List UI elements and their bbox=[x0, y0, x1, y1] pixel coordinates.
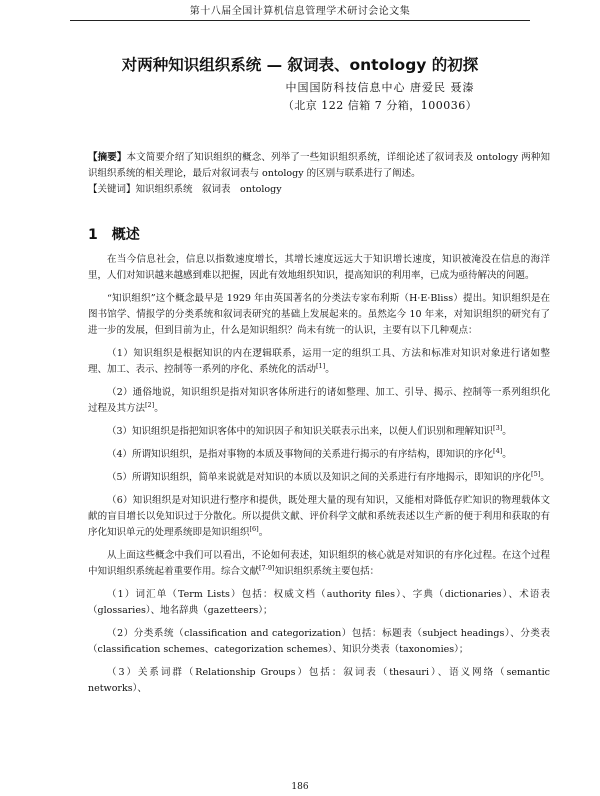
running-header: 第十八届全国计算机信息管理学术研讨会论文集 bbox=[70, 2, 530, 21]
abstract-text: 本文简要介绍了知识组织的概念、列举了一些知识组织系统，详细论述了叙词表及 ontology 两种知识组织系统的相关理论，最后对叙词表与 ontology 的区别与联系进行了阐述。 bbox=[88, 152, 550, 179]
keywords bbox=[88, 182, 550, 198]
viewpoint-5: （5）所谓知识组织，简单来说就是对知识的本质以及知识之间的关系进行有序地揭示，即知识的序化[5]。 bbox=[107, 469, 550, 483]
section-heading: 1 概述 bbox=[88, 227, 140, 243]
kos-type-1: （1）词汇单（Term Lists）包括：权威文档（authority files）、字典（dictionaries）、术语表（glossaries）、地名辞典（gazetteers）； bbox=[88, 589, 550, 616]
address-line: （北京 122 信箱 7 分箱，100036） bbox=[282, 99, 478, 112]
paper-title: 对两种知识组织系统 — 叙词表、ontology 的初探 bbox=[121, 56, 479, 74]
abstract-label: 【摘要】 bbox=[88, 152, 127, 163]
author-line: 中国国防科技信息中心 唐爱民 聂溱 bbox=[285, 81, 475, 94]
citation: [3] bbox=[493, 423, 503, 432]
viewpoint-3: （3）知识组织是指把知识客体中的知识因子和知识关联表示出来，以便人们识别和理解知识[3]。 bbox=[107, 423, 512, 437]
body-text bbox=[88, 252, 550, 704]
page-number: 186 bbox=[291, 782, 309, 792]
viewpoint-6: （6）知识组织是对知识进行整序和提供，既处理大量的现有知识，又能相对降低存贮知识的物理载体文献的盲目增长以免知识过于分散化。所以提供文献、评价科学文献和系统表述以生产新的便于利用和获取的有序化知识单元的处理系统即是知识组织[6]。 bbox=[88, 495, 550, 538]
paragraph-intro: 在当今信息社会，信息以指数速度增长，其增长速度远远大于知识增长速度，知识被淹没在信息的海洋里，人们对知识越来越感到难以把握，因此有效地组织知识，提高知识的利用率，已成为亟待解决的问题。 bbox=[88, 254, 550, 281]
citation: [5] bbox=[531, 469, 541, 478]
citation: [1] bbox=[316, 361, 326, 370]
paragraph-definition: “知识组织”这个概念最早是 1929 年由英国著名的分类法专家布利斯（H·E·Bliss）提出。知识组织是在图书馆学、情报学的分类系统和叙词表研究的基础上发展起来的。虽然迄今 10 年来，对知识组织的研究有了进一步的发展，但到目前为止，什么是知识组织？尚未有统一的认识，主要有以下几种观点： bbox=[88, 293, 550, 336]
citation: [2] bbox=[145, 400, 155, 409]
viewpoint-1: （1）知识组织是根据知识的内在逻辑联系，运用一定的组织工具、方法和标准对知识对象进行诸如整理、加工、表示、控制等一系列的序化、系统化的活动[1]。 bbox=[88, 348, 550, 375]
keywords-label: 【关键词】 bbox=[88, 184, 136, 195]
paragraph-summary: 从上面这些概念中我们可以看出，不论如何表述，知识组织的核心就是对知识的有序化过程。在这个过程中知识组织系统起着重要作用。综合文献[7-9]知识组织系统主要包括： bbox=[88, 550, 550, 577]
keywords-text: 知识组织系统 叙词表 ontology bbox=[135, 184, 282, 195]
viewpoint-4: （4）所谓知识组织，是指对事物的本质及事物间的关系进行揭示的有序结构，即知识的序化[4]。 bbox=[107, 446, 512, 460]
kos-type-3: （3）关系词群（Relationship Groups）包括：叙词表（thesauri）、语义网络（semantic networks）、 bbox=[88, 667, 550, 694]
citation: [6] bbox=[249, 524, 259, 533]
viewpoint-2: （2）通俗地说，知识组织是指对知识客体所进行的诸如整理、加工、引导、揭示、控制等一系列组织化过程及其方法[2]。 bbox=[88, 387, 550, 414]
citation: [4] bbox=[493, 446, 503, 455]
kos-type-2: （2）分类系统（classification and categorization）包括：标题表（subject headings）、分类表（classification schemes、categorization schemes）、知识分类表（taxonomies）； bbox=[88, 628, 550, 655]
abstract bbox=[88, 150, 550, 182]
citation: [7-9] bbox=[259, 563, 275, 572]
